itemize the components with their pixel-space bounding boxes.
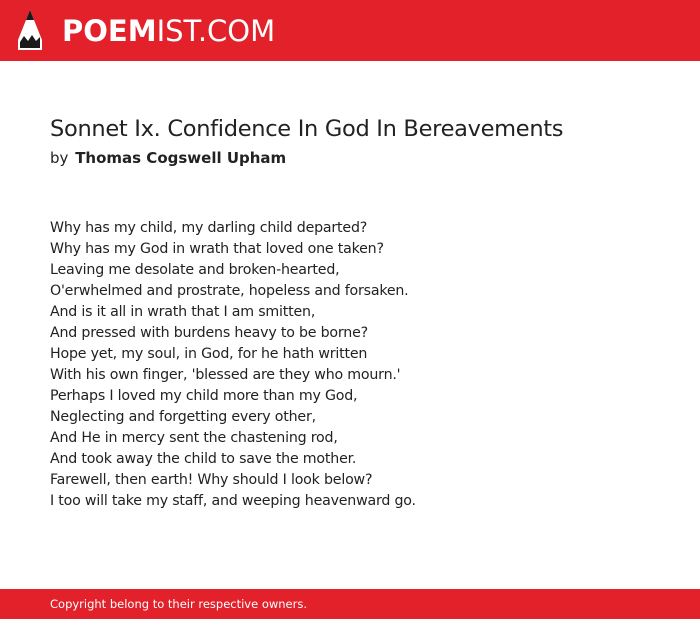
poem-line: Why has my child, my darling child departed?: [50, 220, 368, 236]
header-bar: [0, 0, 700, 61]
poem-author: Thomas Cogswell Upham: [75, 149, 287, 167]
poem-line: Perhaps I loved my child more than my God,: [50, 388, 358, 404]
poem-line: O'erwhelmed and prostrate, hopeless and forsaken.: [50, 283, 409, 299]
pencil-tip-icon: [18, 10, 42, 52]
poem-line: And He in mercy sent the chastening rod,: [50, 430, 338, 446]
footer-copyright: Copyright belong to their respective owners.: [50, 597, 308, 611]
poem-line: With his own finger, 'blessed are they who mourn.': [50, 367, 401, 383]
logo-text-strong: POEM: [62, 14, 157, 48]
poem-line: And took away the child to save the mother.: [50, 451, 357, 467]
site-logo-link[interactable]: [18, 10, 275, 52]
poem-line: And pressed with burdens heavy to be borne?: [50, 325, 368, 341]
poem-line: Neglecting and forgetting every other,: [50, 409, 316, 425]
poem-line: And is it all in wrath that I am smitten,: [50, 304, 316, 320]
poem-line: Farewell, then earth! Why should I look below?: [50, 472, 373, 488]
logo-text-light: IST.COM: [156, 14, 276, 48]
poem-body: [50, 218, 416, 512]
by-label: by: [50, 149, 69, 167]
footer-bar: [0, 589, 700, 619]
poem-byline: [50, 149, 286, 167]
site-logo-text: [62, 10, 275, 52]
poem-line: Leaving me desolate and broken-hearted,: [50, 262, 340, 278]
poem-line: Hope yet, my soul, in God, for he hath written: [50, 346, 368, 362]
poem-line: Why has my God in wrath that loved one taken?: [50, 241, 384, 257]
poem-line: I too will take my staff, and weeping heavenward go.: [50, 493, 416, 509]
poem-title: Sonnet Ix. Confidence In God In Bereavements: [50, 116, 564, 142]
